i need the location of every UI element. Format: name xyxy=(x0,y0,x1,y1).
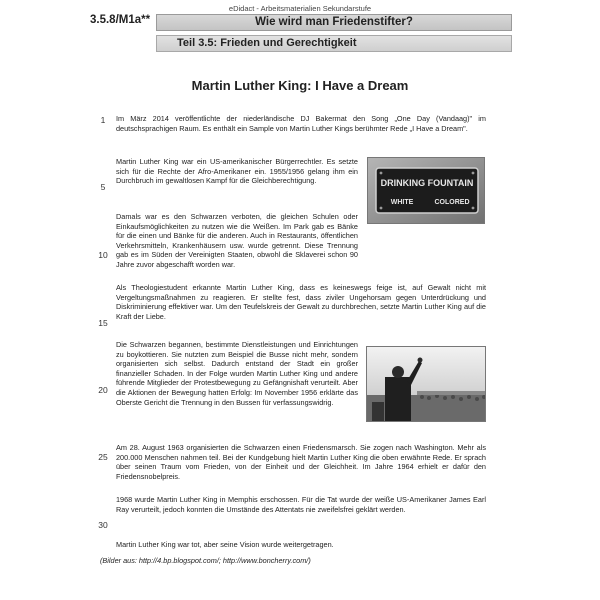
page-heading: Martin Luther King: I Have a Dream xyxy=(191,78,409,93)
paragraph: Als Theologiestudent erkannte Martin Luther King, dass es keineswegs feige ist, auf Gewalt nicht mit Vergeltungsmaßnahmen zu reagieren. Er stellte fest, dass ziviler Ungehorsam gegen Unterdrückung und Diskriminierung effektiver war. Um den Teufelskreis der Gewalt zu durchbrechen, setzte Martin Luther King auf die Kraft der Liebe. xyxy=(116,283,486,321)
paragraph: 1968 wurde Martin Luther King in Memphis erschossen. Für die Tat wurde der weiße US-Amerikaner James Earl Ray verurteilt, jedoch konnten die Umstände des Attentats nie zweifelsfrei geklärt werden. xyxy=(116,495,486,514)
paragraph: Damals war es den Schwarzen verboten, die gleichen Schulen oder Einkaufsmöglichkeiten zu nutzen wie die Weißen. Im Park gab es Bänke für die einen und Bänke für die anderen. Auch in Restaurants, öffentlichen Verkehrsmitteln, Krankenhäusern usw. wurde getrennt. Diese Trennung gab es im Süden der Vereinigten Staaten, obwohl die Sklaverei schon 90 Jahre zuvor abgeschafft worden war. xyxy=(116,212,358,269)
publisher-line: eDidact - Arbeitsmaterialien Sekundarstufe xyxy=(228,4,372,13)
line-number: 10 xyxy=(98,250,108,260)
sign-illustration xyxy=(368,158,485,224)
line-number: 30 xyxy=(98,520,108,530)
line-number: 5 xyxy=(100,182,106,192)
speech-illustration xyxy=(367,347,486,422)
drinking-fountain-sign-photo xyxy=(367,157,485,224)
worksheet-title-bar: Wie wird man Friedenstifter? xyxy=(156,14,512,31)
paragraph: Martin Luther King war ein US-amerikanischer Bürgerrechtler. Es setzte sich für die Rechte der Afro-Amerikaner ein. 1955/1956 gelang ihm ein Durchbruch im gewaltlosen Kampf für die Gleichberechtigung. xyxy=(116,157,358,186)
paragraph: Im März 2014 veröffentlichte der niederländische DJ Bakermat den Song „One Day (Vandaag)" im deutschsprachigen Raum. Es enthält ein Sample von Martin Luther Kings berühmter Rede „I Have a Dream". xyxy=(116,114,486,133)
paragraph: Die Schwarzen begannen, bestimmte Dienstleistungen und Einrichtungen zu boykottieren. Sie nutzten zum Beispiel die Busse nicht mehr, sondern organisierten sich selbst. Dadurch entstand der Stadt ein großer finanzieller Schaden. In der Folge wurden Martin Luther King und andere führende Mitglieder der Protestbewegung zu Gefängnishaft verurteilt. Aber die Aktionen der Bewegung hatten Erfolg: Im November 1956 erklärte das Oberste Gericht die Trennung in den Bussen für verfassungswidrig. xyxy=(116,340,358,407)
sign-word-right: COLORED xyxy=(434,199,470,206)
sign-line-1: DRINKING FOUNTAIN xyxy=(380,178,474,188)
worksheet-code: 3.5.8/M1a** xyxy=(90,14,151,26)
line-number: 15 xyxy=(98,318,108,328)
paragraph: Martin Luther King war tot, aber seine Vision wurde weitergetragen. xyxy=(116,540,334,549)
line-number: 20 xyxy=(98,385,108,395)
line-number: 1 xyxy=(100,115,106,125)
line-number: 25 xyxy=(98,452,108,462)
speech-photo xyxy=(366,346,486,422)
sign-word-left: WHITE xyxy=(390,199,414,206)
section-title-bar: Teil 3.5: Frieden und Gerechtigkeit xyxy=(156,35,512,52)
image-credits: (Bilder aus: http://4.bp.blogspot.com/; http://www.boncherry.com/) xyxy=(100,556,311,565)
paragraph: Am 28. August 1963 organisierten die Schwarzen einen Friedensmarsch. Sie zogen nach Washington. Mehr als 200.000 Menschen nahmen teil. Bei der Kundgebung hielt Martin Luther King die oben erwähnte Rede. Er sprach über seinen Traum vom Frieden, von der Einheit und der Gleichheit. Im Jahre 1964 erhielt er dafür den Friedensnobelpreis. xyxy=(116,443,486,481)
